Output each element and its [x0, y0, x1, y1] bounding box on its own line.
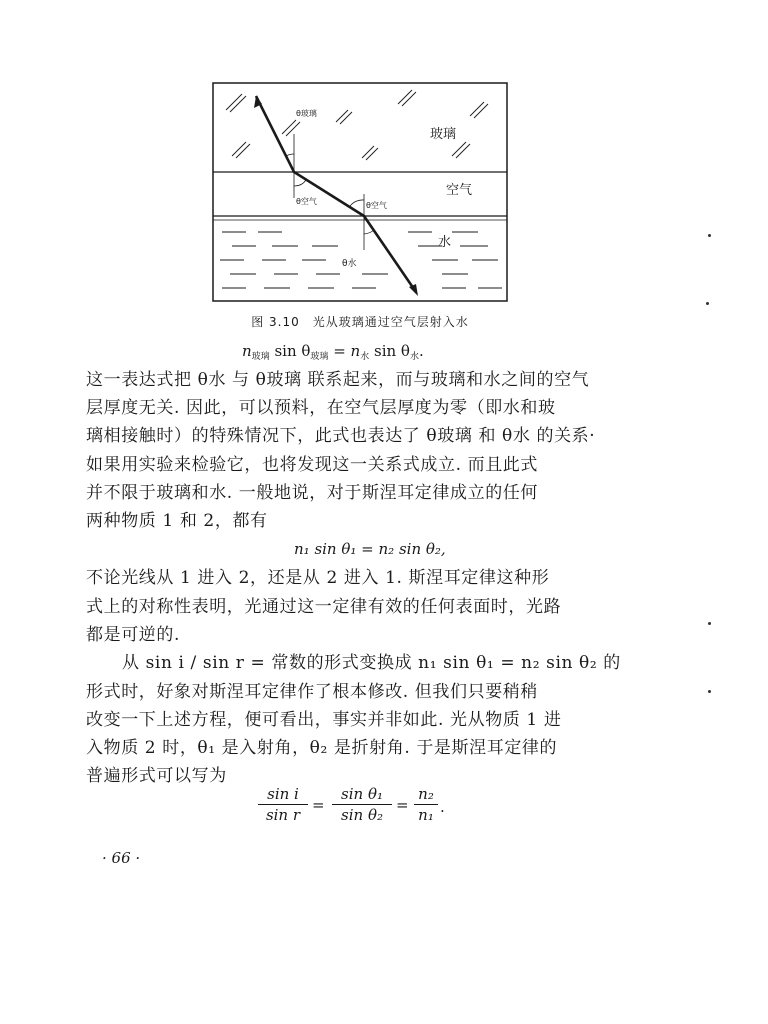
body-line: 并不限于玻璃和水. 一般地说，对于斯涅耳定律成立的任何: [86, 483, 539, 503]
equation-snell-general: [258, 784, 458, 834]
body-line: 普遍形式可以写为: [86, 766, 227, 786]
angle-arc-air-1: [294, 180, 306, 186]
scan-speck: [708, 234, 711, 237]
air-label: 空气: [446, 183, 473, 198]
equation-glass-water: $n_{玻璃}$ $\sin \theta_{玻璃} = n_水$ $\sin \theta_水$.: [242, 342, 424, 362]
angle-arc-air-2: [350, 200, 364, 206]
body-line: 如果用实验来检验它，也将发现这一关系式成立. 而且此式: [86, 455, 539, 475]
page-number: · 66 ·: [102, 849, 141, 867]
equals-sign: =: [396, 796, 409, 814]
equation-snell-symmetric: n₁ sin θ₁ = n₂ sin θ₂,: [294, 540, 446, 558]
fraction-n2-over-n1: $\frac{\text{n₂}}{\text{n₁}}$: [414, 784, 438, 825]
angle-arc-glass: [286, 154, 294, 156]
theta-water-label: θ水: [342, 259, 357, 269]
scan-speck: [706, 302, 709, 305]
body-line: 层厚度无关. 因此，可以预料，在空气层厚度为零（即水和玻: [86, 398, 556, 418]
body-line: 两种物质 1 和 2，都有: [86, 511, 268, 531]
light-ray: [256, 96, 416, 292]
fraction-sin-i-over-sin-r: $\frac{\text{sin i}}{\text{sin r}}$: [258, 784, 308, 825]
body-line: 这一表达式把 θ水 与 θ玻璃 联系起来，而与玻璃和水之间的空气: [86, 370, 590, 390]
body-line: 式上的对称性表明，光通过这一定律有效的任何表面时，光路: [86, 597, 562, 617]
body-line: 不论光线从 1 进入 2，还是从 2 进入 1. 斯涅耳定律这种形: [86, 568, 550, 588]
scan-speck: [708, 690, 711, 693]
figure-caption: 图 3.10 光从玻璃通过空气层射入水: [251, 315, 469, 329]
scan-speck: [708, 622, 711, 625]
body-line: 形式时，好象对斯涅耳定律作了根本修改. 但我们只要稍稍: [86, 682, 539, 702]
water-label: 水: [438, 235, 452, 250]
body-line: 璃相接触时）的特殊情况下，此式也表达了 θ玻璃 和 θ水 的关系·: [86, 426, 596, 446]
theta-air-label-2: θ空气: [366, 201, 387, 210]
water-dashes: [220, 232, 502, 288]
theta-glass-label: θ玻璃: [296, 109, 317, 118]
body-line: 改变一下上述方程，便可看出，事实并非如此. 光从物质 1 进: [86, 710, 562, 730]
theta-air-label-1: θ空气: [296, 197, 317, 206]
refraction-figure: [212, 82, 508, 302]
refraction-diagram: [212, 82, 508, 302]
body-line: 从 sin i / sin r = 常数的形式变换成 n₁ sin θ₁ = n₂ sin θ₂ 的: [122, 653, 621, 673]
equation-period: .: [440, 798, 445, 816]
body-line: 都是可逆的.: [86, 625, 181, 645]
fraction-sin-theta: $\frac{\text{sin θ₁}}{\text{sin θ₂}}$: [332, 784, 392, 825]
body-line: 入物质 2 时，θ₁ 是入射角，θ₂ 是折射角. 于是斯涅耳定律的: [86, 738, 558, 758]
glass-label: 玻璃: [430, 127, 457, 142]
glass-hatching: [226, 90, 488, 160]
equals-sign: =: [312, 796, 325, 814]
